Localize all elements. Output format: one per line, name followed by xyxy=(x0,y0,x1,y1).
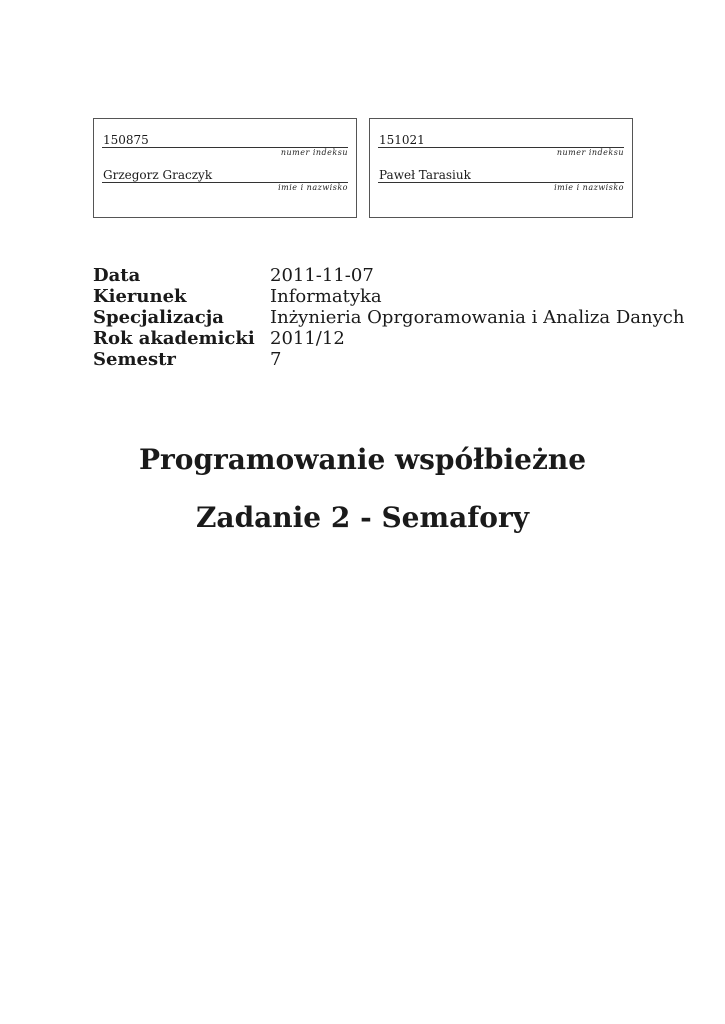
info-value: 2011/12 xyxy=(270,328,345,349)
student-card-2 xyxy=(369,118,633,218)
info-row-specialization xyxy=(93,307,684,328)
info-label: Kierunek xyxy=(93,286,187,307)
info-row-field-of-study xyxy=(93,286,684,307)
info-row-date xyxy=(93,265,684,286)
info-row-semester xyxy=(93,349,684,370)
info-value: 2011-11-07 xyxy=(270,265,374,286)
info-value: Inżynieria Oprgoramowania i Analiza Danych xyxy=(270,307,685,328)
index-number-field xyxy=(102,133,348,158)
student-card-1 xyxy=(93,118,357,218)
student-name-value: Grzegorz Graczyk xyxy=(103,168,213,182)
info-value: 7 xyxy=(270,349,282,370)
student-name-field xyxy=(378,168,624,193)
student-name-value: Paweł Tarasiuk xyxy=(379,168,471,182)
student-name-caption: imie i nazwisko xyxy=(554,183,624,192)
info-label: Rok akademicki xyxy=(93,328,255,349)
course-info-table xyxy=(93,265,684,370)
info-value: Informatyka xyxy=(270,286,382,307)
index-number-caption: numer indeksu xyxy=(556,148,624,157)
info-label: Semestr xyxy=(93,349,176,370)
info-label: Data xyxy=(93,265,141,286)
student-name-caption: imie i nazwisko xyxy=(278,183,348,192)
index-number-field xyxy=(378,133,624,158)
student-name-field xyxy=(102,168,348,193)
document-title: Programowanie współbieżne xyxy=(138,443,587,476)
index-number-caption: numer indeksu xyxy=(280,148,348,157)
index-number-value: 151021 xyxy=(379,133,425,147)
document-subtitle: Zadanie 2 - Semafory xyxy=(195,501,529,534)
info-row-academic-year xyxy=(93,328,684,349)
index-number-value: 150875 xyxy=(103,133,149,147)
info-label: Specjalizacja xyxy=(93,307,224,328)
